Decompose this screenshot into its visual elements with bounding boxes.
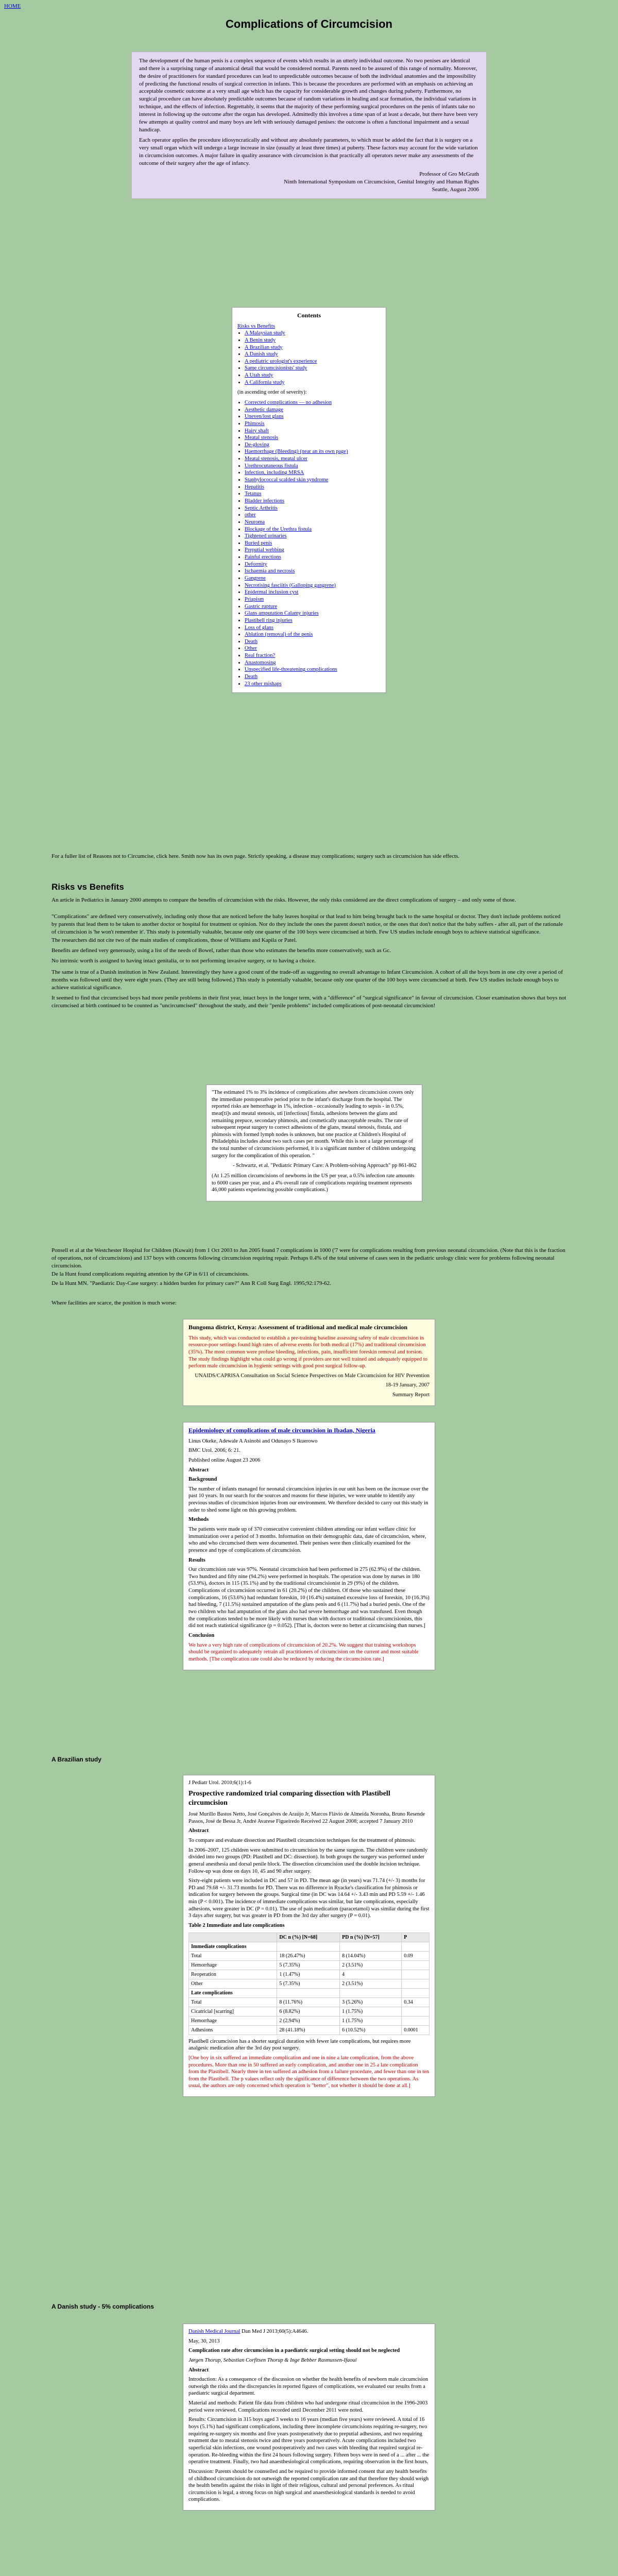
ibadan-published: Published online August 23 2006: [188, 1457, 261, 1463]
toc-complication-item: [245, 540, 381, 547]
toc-complication-link[interactable]: Real fraction?: [245, 653, 276, 659]
ibadan-abstract-label: Abstract: [188, 1467, 209, 1473]
toc-complication-item: [245, 420, 381, 428]
table-row: [189, 2007, 430, 2016]
danish-heading-text: A Danish study - 5% complications: [52, 2303, 154, 2310]
ibadan-methods: The patients were made up of 370 consecutive convenient children attending our infant welfare clinic for immunization over a period of 3 months. Information on their demographic data, date of circumcision, where, who and who circumcised them were documented. Their penises were then clinically examined for the presence and type of complications of circumcision.: [188, 1527, 426, 1553]
danish-date: May, 30, 2013: [188, 2338, 220, 2344]
table-cell: 2 (3.51%): [340, 1960, 402, 1970]
toc-study-item: [245, 379, 381, 386]
table-cell: Immediate complications: [189, 1942, 277, 1951]
toc-complication-link[interactable]: Preputial webbing: [245, 547, 284, 553]
reasons-note: For a fuller list of Reasons not to Circumcise, click here. Smith now has its own page. Strictly speaking, a disease may complications; surgery such as circumcision has side effects.: [52, 853, 460, 859]
toc-complication-link[interactable]: 23 other mishaps: [245, 681, 282, 687]
bungoma-org: UNAIDS/CAPRISA Consultation on Social Science Perspectives on Male Circumcision for HIV Prevention: [195, 1372, 430, 1379]
toc-complication-item: [245, 645, 381, 652]
brazil-note: [One boy in six suffered an immediate complication and one in nine a late complication, from the above procedures. More than one in 50 suffered an early complication, and another one in 25 a late complication from the Plastibell. Nearly three in ten suffered an adhesion from a failure procedure, and fewer than one in ten from the Plastibell. The p values reflect only the significance of difference between the two operations. As usual, the authors are only concerned which operation is "better", not whether it should be done at all.]: [188, 2055, 430, 2089]
brazil-authors: José Murillo Bastos Netto, José Gonçalves de Araújo Jr, Marcos Flávio de Almeida Noronha, Bruno Resende Passos, José de Bessa Jr, André Avarese Figueiredo Received 22 August 2008; accepted 7 January 2010: [188, 1811, 425, 1824]
table-cell: [402, 2007, 430, 2016]
bungoma-title: Bungoma district, Kenya: Assessment of traditional and medical male circumcision: [188, 1324, 408, 1331]
brazil-conclusions: Plastibell circumcision has a shorter surgical duration with fewer late complications, but requires more analgesic medication after the 3rd day post surgery.: [188, 2038, 411, 2052]
table-cell: 0.09: [402, 1951, 430, 1960]
table-cell: Late complications: [189, 1988, 277, 1997]
risks-paragraph-1: An article in Pediatrics in January 2000 attempts to compare the benefits of circumcision with the risks. However, the only risks considered are the direct complications of surgery – and only some of those.: [52, 897, 516, 903]
intro-paragraph-2: Each operator applies the procedure idiosyncratically and without any absolutely parameters, to which must be added the fact that it is surgery on a very small organ which will undergo a large increase in size (usually at least three times) at puberty. These factors may account for the wide variation in circumcision outcomes. A major failure in quality assurance with circumcision is that practically all operators never make any assessments of the outcome of their surgery after the age of infancy.: [139, 137, 478, 166]
toc-complication-item: [245, 561, 381, 568]
table-cell: 2 (2.94%): [277, 2016, 340, 2025]
table-of-contents: [232, 307, 386, 693]
toc-complication-link[interactable]: Bladder infections: [245, 498, 285, 504]
table-header-cell: DC n (%) [N=68]: [277, 1933, 340, 1942]
toc-complication-link[interactable]: Other: [245, 646, 257, 652]
toc-complication-link[interactable]: Meatal stenosis, meatal ulcer: [245, 456, 307, 462]
table-cell: 1 (1.47%): [277, 1970, 340, 1979]
toc-complication-link[interactable]: Hepatitis: [245, 484, 264, 490]
toc-study-item: [245, 351, 381, 358]
ibadan-journal: BMC Urol. 2006; 6: 21.: [188, 1448, 241, 1454]
toc-study-link[interactable]: A Brazilian study: [245, 344, 283, 350]
toc-complication-item: [245, 575, 381, 582]
toc-complication-item: [245, 484, 381, 491]
risks-paragraph-7: It seemed to find that circumcised boys had more penile problems in their first year, intact boys in the longer term, with a "difference" of "surgical significance" in favour of circumcision. Closer examination shows that boys not circumcised at birth continued to be counted as "uncircumcised" throughout the study, and their "penile problems" included complications of post-neonatal circumcision!: [52, 995, 566, 1009]
toc-complication-link[interactable]: Urethrocutaneous fistula: [245, 463, 298, 469]
toc-complication-link[interactable]: Infection, including MRSA: [245, 470, 304, 476]
table-row: [189, 1988, 430, 1997]
brazil-abstract-label: Abstract: [188, 1828, 209, 1834]
toc-items-list: [237, 399, 381, 687]
danish-abstract-label: Abstract: [188, 2367, 209, 2373]
toc-complication-item: [245, 448, 381, 455]
toc-complication-link[interactable]: Glans amputation Calamy injuries: [245, 611, 319, 617]
scarce-facilities-note: Where facilities are scarce, the position is much worse:: [52, 1300, 177, 1306]
toc-complication-item: [245, 428, 381, 435]
toc-complication-link[interactable]: Deformity: [245, 561, 267, 567]
toc-complication-link[interactable]: Aesthetic damage: [245, 406, 283, 413]
toc-complication-item: [245, 631, 381, 638]
ibadan-conclusion-label: Conclusion: [188, 1632, 215, 1638]
toc-complication-link[interactable]: Neuroma: [245, 519, 265, 525]
table-row: [189, 2025, 430, 2035]
toc-heading: Contents: [297, 312, 321, 319]
toc-complication-link[interactable]: Epidermal inclusion cyst: [245, 589, 299, 596]
toc-complication-link[interactable]: other: [245, 512, 256, 518]
table-row: [189, 1951, 430, 1960]
patel-paragraph: Ponsell et al at the Westchester Hospital for Children (Kuwait) from 1 Oct 2003 to Jun 2005 found 7 complications in 1000 ('7 were for complications resulting from previous neonatal circumcision. (Note that this is the fraction of operations, not of circumcisions) and 137 boys with concerns following circumcision requiring repair. Perhaps 0.4% of the total universe of cases seen in the pediatric urology clinic were for problems following neonatal circumcision.: [52, 1247, 565, 1269]
toc-study-link[interactable]: Same circumcisionists' study: [245, 365, 307, 371]
toc-complication-item: [245, 582, 381, 589]
toc-complication-link[interactable]: Septic Arthritis: [245, 505, 278, 511]
toc-complication-link[interactable]: Priapism: [245, 596, 264, 602]
brazil-complications-table: [188, 1933, 430, 2035]
intro-signature-place: Seattle, August 2006: [432, 186, 479, 193]
toc-study-link[interactable]: A Benin study: [245, 337, 276, 343]
ibadan-conclusion: We have a very high rate of complications of circumcision of 20.2%. We suggest that training workshops should be organized to adequately retrain all practitioners of circumcision on the current and most suitable methods. [The complication rate could also be reduced by reducing the circumcision rate.]: [188, 1642, 419, 1662]
toc-complication-item: [245, 519, 381, 526]
toc-complication-item: [245, 442, 381, 449]
toc-complication-item: [245, 681, 381, 688]
toc-complication-item: [245, 526, 381, 533]
danish-box: [183, 2324, 435, 2511]
home-link[interactable]: HOME: [4, 3, 21, 9]
toc-complication-item: [245, 666, 381, 673]
intro-signature-name: Professor of Gro McGrath: [419, 171, 479, 177]
toc-complication-item: [245, 498, 381, 505]
toc-severity-note: (in ascending order of severity):: [237, 389, 307, 396]
toc-complication-item: [245, 673, 381, 681]
toc-study-link[interactable]: A Utah study: [245, 372, 273, 379]
table-cell: [277, 1988, 340, 1997]
toc-complication-item: [245, 434, 381, 442]
ibadan-title-link[interactable]: Epidemiology of complications of male circumcision in Ibadan, Nigeria: [188, 1427, 375, 1434]
toc-complication-item: [245, 406, 381, 414]
toc-complication-link[interactable]: Painful erections: [245, 554, 281, 561]
table-cell: [402, 1960, 430, 1970]
table-header-cell: [189, 1933, 277, 1942]
schwartz-quote-note: (At 1.25 million circumcisions of newborns in the US per year, a 0.5% infection rate amounts to 6000 cases per year, and a 4% overall rate of complications requiring treatment represents 46,000 patients experiencing possible complications.): [212, 1173, 415, 1193]
toc-complication-item: [245, 568, 381, 575]
brazil-table-title: Table 2 Immediate and late complications: [188, 1922, 285, 1928]
table-cell: 6 (10.52%): [340, 2025, 402, 2035]
toc-study-item: [245, 358, 381, 365]
table-cell: [340, 1988, 402, 1997]
risks-paragraph-6: The same is true of a Danish institution in New Zealand. Interestingly they have a good count of the trade-off as suggesting no overall advantage to Infant Circumcision. A cohort of all the boys born in one city over a period of months was followed until they were eight years. (They are still being followed.) This study is potentially valuable, because only one quarter of the 100 boys were circumcised at birth. Few US studies include enough boys to achieve statistical significance.: [52, 969, 563, 991]
table-cell: [402, 1970, 430, 1979]
table-cell: 3 (5.26%): [340, 1997, 402, 2007]
toc-complication-item: [245, 603, 381, 611]
toc-complication-link[interactable]: Necrotising fasciitis (Galloping gangrene): [245, 582, 336, 588]
toc-complication-link[interactable]: Ischaemia and necrosis: [245, 568, 295, 574]
toc-complication-link[interactable]: Phimosis: [245, 420, 265, 427]
toc-complication-link[interactable]: Meatal stenosis: [245, 435, 279, 441]
toc-complication-item: [245, 490, 381, 498]
table-cell: 8 (11.76%): [277, 1997, 340, 2007]
intro-quote: [131, 52, 487, 199]
table-row: [189, 1960, 430, 1970]
table-cell: 2 (3.51%): [340, 1979, 402, 1988]
table-cell: Cicatricial [scarring]: [189, 2007, 277, 2016]
toc-complication-link[interactable]: Death: [245, 638, 258, 645]
toc-complication-item: [245, 469, 381, 477]
table-row: [189, 2016, 430, 2025]
toc-link-risks[interactable]: Risks vs Benefits: [237, 323, 275, 329]
toc-complication-item: [245, 399, 381, 406]
table-cell: Total: [189, 1951, 277, 1960]
toc-study-item: [245, 372, 381, 379]
ibadan-background-label: Background: [188, 1477, 217, 1483]
brazil-title: Prospective randomized trial comparing dissection with Plastibell circumcision: [188, 1789, 390, 1807]
toc-complication-item: [245, 455, 381, 463]
table-cell: 1 (1.75%): [340, 2007, 402, 2016]
ibadan-methods-label: Methods: [188, 1517, 209, 1523]
toc-complication-link[interactable]: Unspecified life-threatening complications: [245, 667, 337, 673]
toc-complication-item: [245, 533, 381, 540]
section-heading-brazil: A Brazilian study: [52, 1756, 101, 1763]
table-row: [189, 1997, 430, 2007]
table-cell: [402, 1942, 430, 1951]
brazil-objective: To compare and evaluate dissection and Plastibell circumcision techniques for the treatment of phimosis.: [188, 1837, 416, 1843]
toc-complication-item: [245, 596, 381, 603]
toc-complication-link[interactable]: Hairy shaft: [245, 428, 269, 434]
toc-complication-link[interactable]: Plastibell ring injuries: [245, 617, 293, 623]
patel-paragraph-2: De la Hunt found complications requiring attention by the GP in 6/11 of circumcisions.: [52, 1271, 249, 1277]
toc-complication-link[interactable]: Tightened urinaries: [245, 533, 287, 539]
toc-complication-link[interactable]: Buried penis: [245, 540, 272, 546]
risks-paragraph-3: The researchers did not cite two of the main studies of complications, those of Williams and Kapila or Patel.: [52, 937, 297, 943]
toc-complication-link[interactable]: Anastomosing: [245, 659, 276, 666]
page-title: Complications of Circumcision: [226, 18, 392, 30]
risks-paragraph-2: "Complications" are defined very conservatively, including only those that are noticed before the baby leaves hospital or that lead to him being brought back to the same hospital or doctor. They don't include problems noticed by parents that lead them to be taken to another doctor or hospital for treatment or opinion. Nor do they include the ones the parent doesn't notice, or the ones that don't notice that the baby suffers - after all, part of the rationale of circumcision is 'he won't remember it'. This study is potentially valuable, because only one quarter of the 100 boys were circumcised at birth. Few US studies include enough boys to achieve statistical significance.: [52, 913, 563, 935]
section-heading-risks: Risks vs Benefits: [52, 882, 124, 892]
toc-complication-item: [245, 505, 381, 512]
schwartz-quote: [206, 1084, 422, 1201]
table-cell: 1 (1.75%): [340, 2016, 402, 2025]
table-header-cell: PD n (%) [N=57]: [340, 1933, 402, 1942]
table-cell: 8 (14.04%): [340, 1951, 402, 1960]
danish-journal-link[interactable]: Danish Medical Journal: [188, 2329, 241, 2334]
toc-complication-item: [245, 624, 381, 632]
patel-paragraph-3: De la Hunt MN. "Paediatric Day-Case surgery: a hidden burden for primary care?" Ann R Coll Surg Engl. 1995;92:179-62.: [52, 1280, 331, 1286]
brazil-results: Sixty-eight patients were included in DC and 57 in PD. The mean age (in years) was 71.74 (+/- 3) months for PD and 79.68 +/- 31.73 months for PD. There was no difference in Ryacke's classification for phimosis or indication for surgery between the groups. Surgical time (in DC was 14.64 +/- 3.43 min and PD 5.59 +/- 1.46 min (P < 0.001). The incidence of immediate complications was similar, but late complications, especially adhesions, were greater in DC (P = 0.01). The use of pain medication (paracetamol) was similar during the first 3 days after surgery, but was greater in PD from the 3rd day after surgery (P = 0.01).: [188, 1878, 430, 1919]
ibadan-background: The number of infants managed for neonatal circumcision injuries in our unit has been on the increase over the past 10 years. In our search for the sources and reasons for these injuries, we were unable to identify any previous studies of circumcision injuries from our environment. We therefore decided to carry out this study in order to shed some light on this growing problem.: [188, 1486, 428, 1513]
toc-complication-item: [245, 638, 381, 646]
ibadan-box: [183, 1422, 435, 1670]
toc-complication-item: [245, 547, 381, 554]
risks-paragraph-4: Benefits are defined very generously, using a list of the needs of Bowel, rather than those who estimates the benefits more conservatively, such as Gc.: [52, 947, 391, 954]
toc-complication-item: [245, 477, 381, 484]
toc-study-link[interactable]: A Malaysian study: [245, 330, 285, 336]
toc-study-link[interactable]: A California study: [245, 379, 285, 385]
danish-intro: Introduction: As a consequence of the discussion on whether the health benefits of newborn male circumcision outweigh the risks and the discrepancies in reported figures of complications, we evaluated our results from a paediatric surgical department.: [188, 2377, 428, 2397]
table-row: [189, 1942, 430, 1951]
brazil-citation: J Pediatr Urol. 2010;6(1):1-6: [188, 1780, 251, 1786]
toc-study-item: [245, 344, 381, 351]
table-cell: Hemorrhage: [189, 2016, 277, 2025]
ibadan-results-label: Results: [188, 1557, 205, 1563]
toc-complication-item: [245, 652, 381, 659]
toc-complication-item: [245, 617, 381, 624]
risks-paragraph-5: No intrinsic worth is assigned to having intact genitalia, or to not performing invasive surgery, or to having a choice.: [52, 958, 316, 964]
table-cell: [402, 1979, 430, 1988]
ibadan-authors: Linus Okeke, Adewale A Asinobi and Odunayo S Ikuerowo: [188, 1438, 318, 1444]
table-cell: 4: [340, 1970, 402, 1979]
ibadan-results: Our circumcision rate was 97%. Neonatal circumcision had been performed in 275 (62.9%) of the children. Two hundred and fifty nine (94.2%) were performed in hospitals. The operation was done by nurses in 180 (53.9%), doctors in 115 (35.1%) and by the traditional circumcisionist in 29 (9%) of the children. Complications of circumcision occurred in 61 (20.2%) of the children. Of those who sustained these complications, 16 (53.6%) had redundant foreskin, 10 (16.4%) sustained excessive loss of foreskin, 10 (16.3%) had bleeding, 7 (11.5%) sustained amputation of the glans penis and 6 (11.7%) had a buried penis. One of the two children who had amputation of the glans also had severe hemorrhage and was transfused. Even though the complications tended to be more likely with nurses than with doctors or traditional circumcisionists, this did not reach statistical significance (p = 0.052). [That is, doctors were no better at circumcising than nurses.]: [188, 1567, 430, 1629]
schwartz-quote-citation: - Schwartz, et al. "Pediatric Primary Care: A Problem-solving Approach" pp 861-862: [232, 1163, 417, 1169]
table-row: [189, 1979, 430, 1988]
table-cell: 5 (7.35%): [277, 1960, 340, 1970]
toc-complication-item: [245, 554, 381, 561]
bungoma-date: 18-19 January, 2007: [385, 1382, 430, 1388]
toc-complication-link[interactable]: Ablation (removal) of the penis: [245, 632, 313, 638]
toc-complication-item: [245, 659, 381, 667]
table-cell: [277, 1942, 340, 1951]
toc-complication-link[interactable]: Gangrene: [245, 575, 266, 582]
table-cell: [402, 2016, 430, 2025]
danish-methods: Material and methods: Patient file data from children who had undergone ritual circumcision in the 1996-2003 period were reviewed. Complications recorded until December 2011 were noted.: [188, 2400, 428, 2413]
intro-signature-org: Ninth International Symposium on Circumcision, Genital Integrity and Human Rights: [284, 178, 479, 185]
table-cell: 5 (7.35%): [277, 1979, 340, 1988]
table-cell: Reoperation: [189, 1970, 277, 1979]
toc-study-link[interactable]: A pediatric urologist's experience: [245, 358, 317, 364]
table-cell: 28 (41.18%): [277, 2025, 340, 2035]
table-cell: Adhesions: [189, 2025, 277, 2035]
danish-results: Results: Circumcision in 315 boys aged 3 weeks to 16 years (median five years) were reviewed. A total of 16 boys (5.1%) had significant complications, including three incomplete circumcisions requiring re-surgery, two requiring re-surgery six months and five years postoperatively due to preputial adhesions, and two requiring treatment due to meatal stenosis twice and three years postoperatively. Acute complications included two superficial skin infections, one wound postoperatively and two cases with bleeding that required surgical re-operation. Re-bleeding within the first 24 hours following surgery. Fifteen boys were in need of a ... after ... the operative treatment. Finally, two had anaesthesiological complications, requiring observation in the first hours.: [188, 2417, 430, 2465]
toc-complication-link[interactable]: Death: [245, 673, 258, 680]
danish-journal-rest: Dan Med J 2013;60(5):A4646.: [241, 2329, 308, 2334]
danish-authors: Jørgen Thorup, Sebastian Corfitsen Thorup & Inge Bebber Rasmussen-Ifaoui: [188, 2357, 357, 2363]
table-cell: [340, 1942, 402, 1951]
table-header-cell: P: [402, 1933, 430, 1942]
toc-complication-link[interactable]: Loss of glans: [245, 624, 273, 631]
toc-study-item: [245, 337, 381, 344]
bungoma-body: This study, which was conducted to establish a pre-training baseline assessing safety of male circumcision in resource-poor settings found high rates of adverse events for both medical (17%) and traditional circumcision (35%). The most common were profuse bleeding, infections, pain, insufficient foreskin removal and torsion. The study findings highlight what could go wrong if providers are not well trained and adequately equipped to perform male circumcision in hygienic settings with good post surgical follow-up.: [188, 1335, 427, 1369]
table-cell: Hemorrhage: [189, 1960, 277, 1970]
table-cell: Total: [189, 1997, 277, 2007]
table-cell: [402, 1988, 430, 1997]
bungoma-report: Summary Report: [392, 1392, 430, 1398]
toc-complication-item: [245, 413, 381, 420]
brazil-methods: In 2006–2007, 125 children were submitted to circumcision by the same surgeon. The children were randomly divided into two groups (PD: Plastibell and DC: dissection). In both groups the surgery was performed under general anesthesia and dorsal penile block. The dissection circumcision used the double incision technique. Follow-up was done on days 10, 45 and 90 after surgery.: [188, 1847, 428, 1874]
brazil-box: [183, 1775, 435, 2097]
table-cell: 18 (26.47%): [277, 1951, 340, 1960]
danish-discussion: Discussion: Parents should be counselled and be required to provide informed consent that any health benefits of childhood circumcision do not outweigh the reported complication rate and that therefore they should weigh the health benefits against the risks in light of their religious, cultural and personal preferences. As ritual circumcision is legal, a strong focus on high surgical and anaesthesiological standards is needed to avoid complications.: [188, 2468, 429, 2503]
toc-complication-item: [245, 589, 381, 596]
toc-complication-link[interactable]: Tetanus: [245, 491, 262, 497]
table-cell: 0.0001: [402, 2025, 430, 2035]
danish-title: Complication rate after circumcision in a paediatric surgical setting should not be neglected: [188, 2348, 400, 2354]
toc-complication-link[interactable]: Uneven/lost glans: [245, 414, 284, 420]
table-cell: Other: [189, 1979, 277, 1988]
toc-complication-link[interactable]: Blockage of the Urethra fistula: [245, 526, 312, 532]
toc-complication-link[interactable]: Staphylococcal scalded skin syndrome: [245, 477, 329, 483]
toc-complication-link[interactable]: Haemorrhage (Bleeding) (near an its own page): [245, 449, 348, 455]
intro-paragraph-1: The development of the human penis is a complex sequence of events which results in an utterly individual outcome. No two penises are identical and there is a surprising range of anatomical detail that would be considered normal. Parents need to be assured of this range of normality. Moreover, the desire of practitioners for standard procedures can lead to unpredictable outcomes because of both the individual anatomies and the impossibility of predicting the functional results of surgical correction in infants. This is because the procedures are performed with an emphasis on achieving an acceptable cosmetic outcome at a very small age which has the capacity for considerable growth and changes during puberty. Furthermore, no surgical procedure can have absolutely predictable outcomes because of random variations in healing and scar formation, the individual variations in technique, and the effects of infection. Regrettably, it seems that the majority of these performing surgical procedures on the penis of infants take no interest in following up the outcome after the organ has developed. Admittedly this involves a time span of at least a decade, but there have been very few attempts at quality control and many boys are left with seriously damaged penises: the outcome is often a functional impairment and a sexual handicap.: [139, 58, 478, 133]
table-cell: 0.34: [402, 1997, 430, 2007]
schwartz-quote-text: "The estimated 1% to 3% incidence of complications after newborn circumcision covers only the immediate postoperative period prior to the infant's discharge from the hospital. The reported risks are hemorrhage in 1%, infection - occasionally leading to sepsis - in 0.5%, meat[ti]s and meatal stenosis, uti [infectious] fistula, adhesions between the glans and remaining prepuce, secondary phimosis, and cosmetically unacceptable results. The rate of subsequent repeat surgery to correct adhesions of the glans, meatal stenosis, fistula, and phimosis with formed lymph nodes is unknown, but one practice at Children's Hospital of Philadelphia includes about two such cases per month. While this is not a large percentage of the total number of circumcisions performed, it is a significant number of children undergoing surgery for the complication of this operation. ": [212, 1090, 416, 1159]
section-heading-danish: [52, 2303, 154, 2310]
toc-complication-item: [245, 512, 381, 519]
toc-complication-item: [245, 610, 381, 617]
toc-study-item: [245, 365, 381, 372]
table-row: [189, 1970, 430, 1979]
bungoma-box: [183, 1319, 435, 1406]
toc-complication-link[interactable]: Corrected complications — no adhesion: [245, 400, 332, 405]
toc-study-item: [245, 330, 381, 337]
toc-complication-link[interactable]: De-gloving: [245, 442, 269, 448]
toc-complication-item: [245, 463, 381, 470]
table-cell: 6 (8.82%): [277, 2007, 340, 2016]
toc-complication-link[interactable]: Gastric rupture: [245, 603, 278, 609]
toc-study-link[interactable]: A Danish study: [245, 351, 278, 358]
toc-studies-list: [237, 330, 381, 386]
